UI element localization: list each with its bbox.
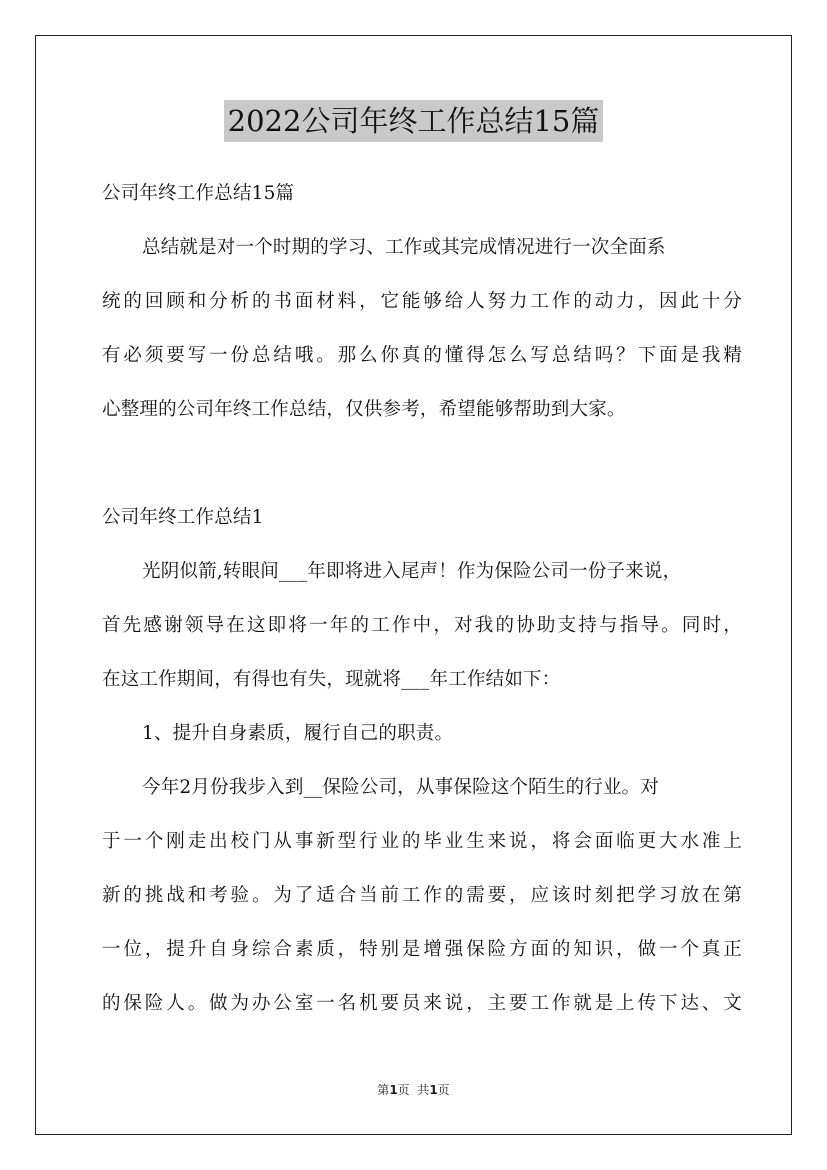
intro-line: 有必须要写一份总结哦。那么你真的懂得怎么写总结吗？下面是我精 [102, 345, 742, 366]
title-container [0, 100, 827, 142]
paragraph-line: 一位，提升自身综合素质，特别是增强保险方面的知识，做一个真正 [102, 939, 742, 960]
footer-mid: 页 共 [397, 1083, 430, 1097]
intro-line: 心整理的公司年终工作总结，仅供参考，希望能够帮助到大家。 [102, 399, 626, 420]
document-subtitle: 公司年终工作总结15篇 [102, 183, 295, 204]
paragraph-line: 光阴似箭,转眼间___年即将进入尾声！作为保险公司一份子来说， [142, 561, 682, 582]
footer-page-number: 1 [389, 1083, 398, 1097]
footer-total-pages: 1 [429, 1083, 438, 1097]
paragraph-line: 新的挑战和考验。为了适合当前工作的需要，应该时刻把学习放在第 [102, 885, 742, 906]
intro-line: 总结就是对一个时期的学习、工作或其完成情况进行一次全面系 [142, 237, 666, 258]
list-point: 1、提升自身素质，履行自己的职责。 [142, 723, 454, 744]
paragraph-line: 在这工作期间，有得也有失，现就将___年工作结如下： [102, 669, 561, 690]
paragraph-line: 于一个刚走出校门从事新型行业的毕业生来说，将会面临更大水准上 [102, 831, 742, 852]
paragraph-line: 的保险人。做为办公室一名机要员来说，主要工作就是上传下达、文 [102, 993, 742, 1014]
paragraph-line: 今年2月份我步入到__保险公司，从事保险这个陌生的行业。对 [142, 777, 660, 798]
section-heading: 公司年终工作总结1 [102, 507, 264, 528]
document-title: 2022公司年终工作总结15篇 [224, 100, 604, 142]
paragraph-line: 首先感谢领导在这即将一年的工作中，对我的协助支持与指导。同时， [102, 615, 742, 636]
footer-suffix: 页 [437, 1083, 450, 1097]
intro-line: 统的回顾和分析的书面材料，它能够给人努力工作的动力，因此十分 [102, 291, 742, 312]
footer-prefix: 第 [377, 1083, 390, 1097]
page-footer [0, 1082, 827, 1098]
